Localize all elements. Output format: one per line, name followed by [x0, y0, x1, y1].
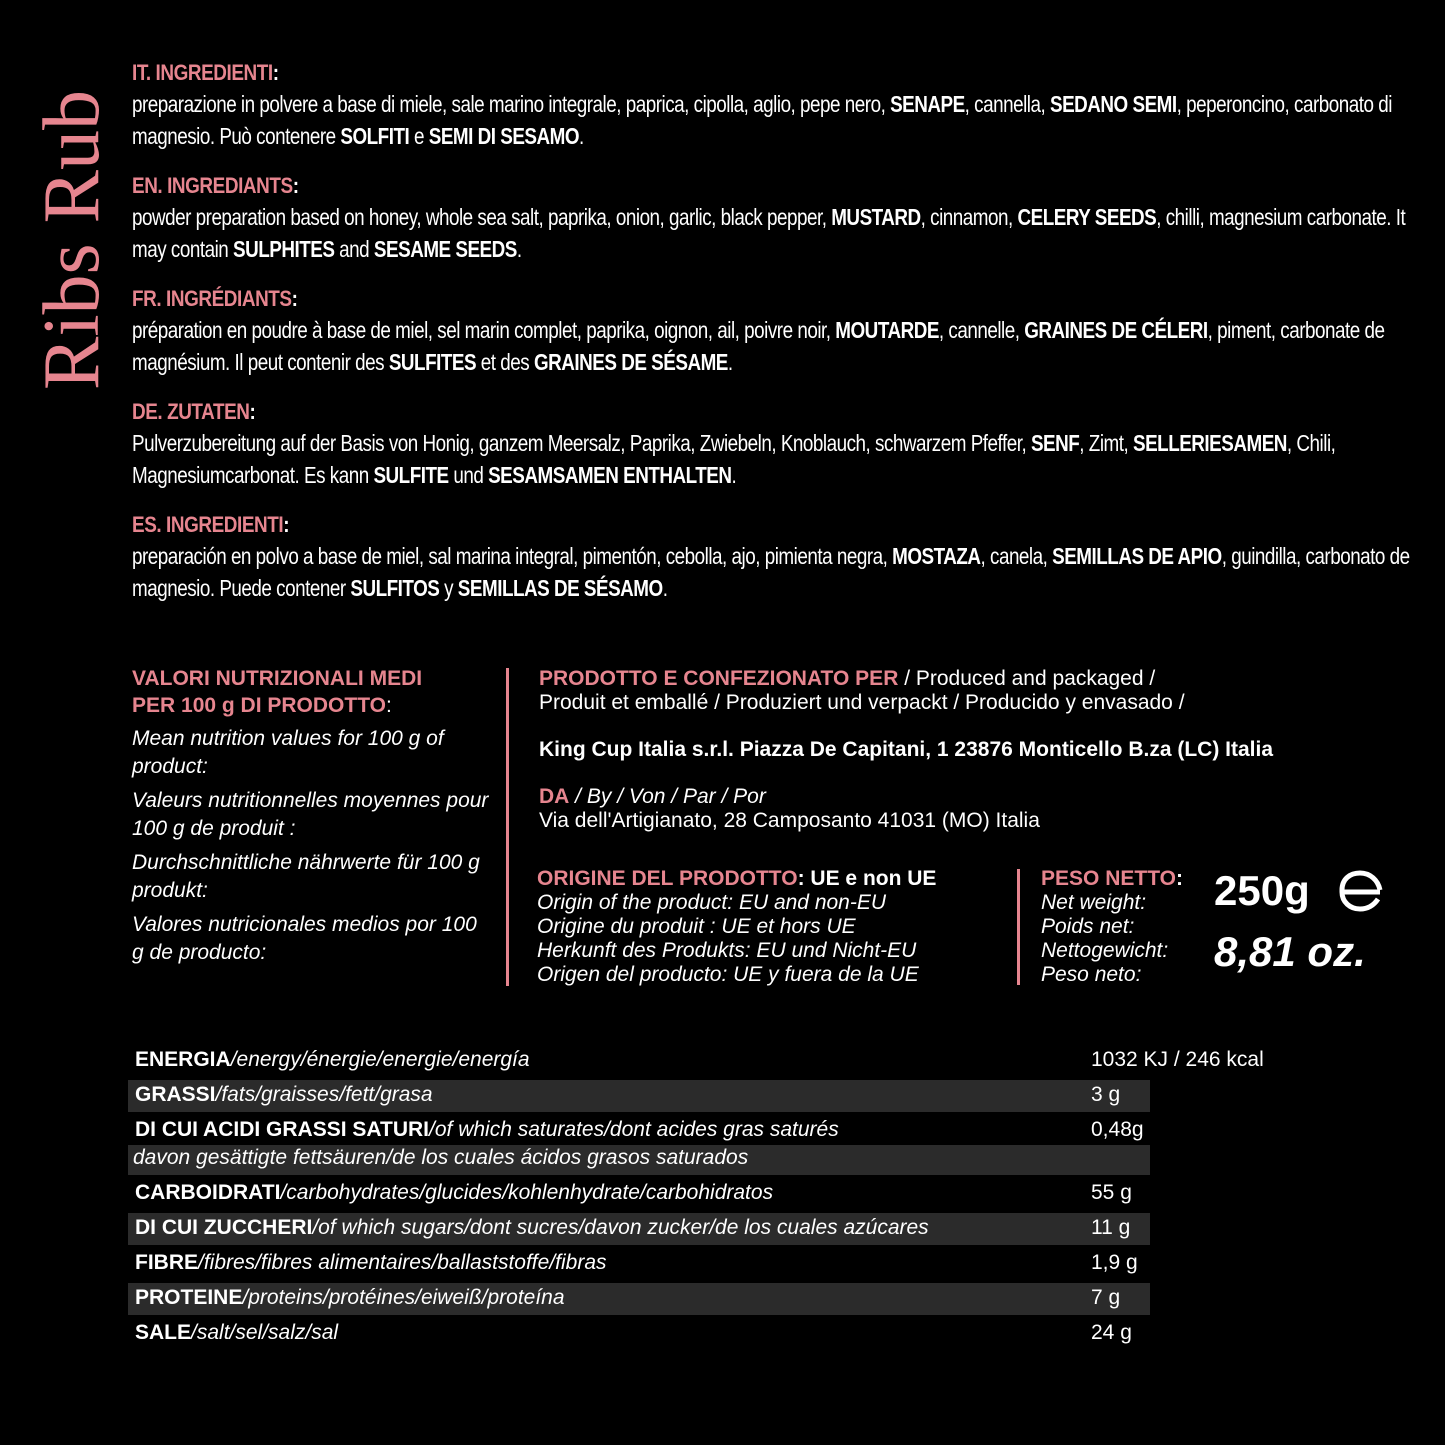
origin-value: : UE e non UE — [797, 867, 937, 890]
allergen: CELERY SEEDS — [1017, 204, 1157, 230]
net-weight-translation: Nettogewicht: — [1041, 939, 1169, 962]
ingredient-text-part: préparation en poudre à base de miel, sel marin complet, paprika, oignon, ail, poivre noir, — [132, 317, 836, 343]
ingredient-text-part: und — [448, 462, 489, 488]
nutrient-subline-text: davon gesättigte fettsäuren/de los cuales ácidos grasos saturados — [133, 1146, 749, 1169]
table-row — [128, 1115, 1308, 1175]
producer-line2: Produit et emballé / Produziert und verpackt / Producido y envasado / — [539, 691, 1185, 714]
origin-translation: Origen del producto: UE y fuera de la UE — [537, 963, 919, 986]
allergen: MOUTARDE — [835, 317, 939, 343]
nutrient-name: CARBOIDRATI — [135, 1181, 281, 1204]
table-row — [128, 1080, 1308, 1112]
net-weight-imperial: 8,81 oz. — [1214, 928, 1366, 975]
origin-translation: Herkunft des Produkts: EU und Nicht-EU — [537, 939, 917, 962]
ingredient-text-part: and — [334, 236, 374, 262]
nutrient-value: 1,9 g — [1091, 1251, 1138, 1274]
net-weight-translation: Net weight: — [1041, 891, 1147, 914]
nutrient-translations: /salt/sel/salz/sal — [191, 1321, 339, 1344]
table-row — [128, 1283, 1308, 1315]
nutrient-name: ENERGIA — [135, 1048, 231, 1071]
allergen: SESAME SEEDS — [373, 236, 517, 262]
ingredient-text-part: . — [731, 462, 737, 488]
nutrient-translations: /of which saturates/dont acides gras saturés — [429, 1118, 839, 1141]
allergen: GRAINES DE CÉLERI — [1024, 317, 1208, 343]
by-label: DA — [539, 785, 570, 808]
nutrient-translations: /carbohydrates/glucides/kohlenhydrate/carbohidratos — [280, 1181, 774, 1204]
ingredient-heading-colon: : — [292, 173, 299, 198]
allergen: SESAMSAMEN ENTHALTEN — [488, 462, 732, 488]
net-weight-metric: 250g — [1214, 867, 1310, 914]
ingredient-block — [132, 510, 1427, 604]
nutrient-label — [135, 1251, 607, 1275]
nutrient-label — [135, 1083, 433, 1107]
allergen: SEMI DI SESAMO — [428, 123, 580, 149]
nutrition-intro — [132, 665, 492, 967]
ingredient-language-label: EN. INGREDIANTS — [132, 173, 293, 198]
ingredient-text — [132, 314, 1428, 378]
ingredient-block — [132, 171, 1427, 265]
nutrient-name: GRASSI — [135, 1083, 216, 1106]
ingredient-text-part: , Chili, Magnesiumcarbonat. Es kann — [132, 430, 1336, 488]
nutrient-translations: /of which sugars/dont sucres/davon zucker/de los cuales azúcares — [312, 1216, 929, 1239]
ingredient-block — [132, 58, 1427, 152]
allergen: SULFITOS — [350, 575, 440, 601]
nutrition-heading-colon: : — [386, 694, 392, 717]
table-row — [128, 1248, 1308, 1280]
ingredient-heading-colon: : — [291, 286, 298, 311]
ingredient-text-part: , canela, — [980, 543, 1053, 569]
producer-label-translations: / Produced and packaged / — [898, 667, 1156, 690]
ingredient-text-part: . — [662, 575, 668, 601]
nutrient-value: 7 g — [1091, 1286, 1121, 1309]
ingredient-text-part: , cannelle, — [938, 317, 1025, 343]
origin-translation: Origine du produit : UE et hors UE — [537, 915, 856, 938]
ingredient-text-part: Pulverzubereitung auf der Basis von Honig, ganzem Meersalz, Paprika, Zwiebeln, Knoblauch, schwarzem Pfeffer, — [132, 430, 1031, 456]
nutrient-translations: /proteins/protéines/eiweiß/proteína — [242, 1286, 565, 1309]
nutrition-heading — [132, 665, 492, 719]
nutrient-name: PROTEINE — [135, 1286, 243, 1309]
ingredient-text-part: , cannella, — [964, 91, 1051, 117]
ingredient-language-label: DE. ZUTATEN — [132, 399, 250, 424]
nutrition-intro-translation: Valores nutricionales medios por 100 g de producto: — [132, 913, 477, 964]
nutrition-heading-line1: VALORI NUTRIZIONALI MEDI — [132, 667, 423, 690]
nutrient-value: 11 g — [1091, 1216, 1131, 1239]
origin-label: ORIGINE DEL PRODOTTO — [537, 867, 798, 890]
nutrient-label — [135, 1321, 338, 1345]
nutrient-value: 3 g — [1091, 1083, 1121, 1106]
ingredient-text-part: preparazione in polvere a base di miele, sale marino integrale, paprica, cipolla, aglio, pepe nero, — [132, 91, 891, 117]
ingredient-heading-colon: : — [249, 399, 256, 424]
origin-translation: Origin of the product: EU and non-EU — [537, 891, 887, 914]
ingredient-text-part: y — [439, 575, 458, 601]
nutrient-label — [135, 1048, 530, 1072]
nutrition-intro-translation: Durchschnittliche nährwerte für 100 g produkt: — [132, 851, 480, 902]
allergen: MOSTAZA — [892, 543, 981, 569]
ingredient-text-part: , piment, carbonate de magnésium. Il peut contenir des — [132, 317, 1385, 375]
ingredient-text — [132, 88, 1428, 152]
ingredient-text — [132, 201, 1428, 265]
ingredient-text-part: , peperoncino, carbonato di magnesio. Può contenere — [132, 91, 1392, 149]
ingredient-heading-colon: : — [272, 60, 279, 85]
ingredient-text-part: powder preparation based on honey, whole sea salt, paprika, onion, garlic, black pepper, — [132, 204, 832, 230]
producer-block — [539, 667, 1419, 833]
net-weight-colon: : — [1175, 867, 1183, 890]
allergen: SEMILLAS DE APIO — [1052, 543, 1222, 569]
table-row — [128, 1178, 1308, 1210]
allergen: SELLERIESAMEN — [1132, 430, 1287, 456]
ingredient-heading — [132, 284, 1246, 314]
by-address: Via dell'Artigianato, 28 Camposanto 41031 (MO) Italia — [539, 809, 1040, 832]
allergen: GRAINES DE SÉSAME — [533, 349, 728, 375]
allergen: SEMILLAS DE SÉSAMO — [457, 575, 663, 601]
ingredient-text — [132, 540, 1428, 604]
allergen: SOLFITI — [340, 123, 410, 149]
nutrient-name: FIBRE — [135, 1251, 198, 1274]
table-row — [128, 1213, 1308, 1245]
nutrition-intro-translation: Valeurs nutritionnelles moyennes pour 100 g de produit : — [132, 789, 489, 840]
divider-vertical-2 — [1017, 869, 1020, 985]
producer-company: King Cup Italia s.r.l. Piazza De Capitani, 1 23876 Monticello B.za (LC) Italia — [539, 738, 1274, 761]
nutrient-name: DI CUI ACIDI GRASSI SATURI — [135, 1118, 430, 1141]
nutrient-value: 1032 KJ / 246 kcal — [1091, 1048, 1264, 1071]
producer-label: PRODOTTO E CONFEZIONATO PER — [539, 667, 899, 690]
ingredient-text-part: , guindilla, carbonato de magnesio. Puede contener — [132, 543, 1410, 601]
ingredient-heading — [132, 171, 1246, 201]
origin-block — [537, 867, 1007, 987]
nutrient-name: SALE — [135, 1321, 192, 1344]
nutrition-heading-line2: PER 100 g DI PRODOTTO — [132, 694, 386, 717]
ingredient-language-label: FR. INGRÉDIANTS — [132, 286, 292, 311]
nutrient-translations: /fibres/fibres alimentaires/ballaststoffe/fibras — [198, 1251, 607, 1274]
ingredient-text-part: et des — [476, 349, 534, 375]
nutrient-name: DI CUI ZUCCHERI — [135, 1216, 313, 1239]
nutrient-value: 24 g — [1091, 1321, 1132, 1344]
nutrient-label — [135, 1286, 565, 1310]
allergen: SEDANO SEMI — [1050, 91, 1177, 117]
net-weight-label: PESO NETTO — [1041, 867, 1176, 890]
ingredient-text-part: e — [409, 123, 429, 149]
nutrient-label — [135, 1118, 839, 1142]
nutrient-translations: /energy/énergie/energie/energía — [230, 1048, 530, 1071]
nutrient-subline — [128, 1145, 1150, 1175]
by-translations: / By / Von / Par / Por — [569, 785, 766, 808]
nutrient-label — [135, 1216, 929, 1240]
table-row — [128, 1045, 1308, 1077]
ingredient-text-part: , cinnamon, — [920, 204, 1018, 230]
ingredient-text-part: . — [579, 123, 584, 149]
net-weight-translation: Peso neto: — [1041, 963, 1142, 986]
ingredient-heading-colon: : — [283, 512, 290, 537]
allergen: SENAPE — [890, 91, 965, 117]
divider-vertical-1 — [506, 668, 509, 986]
allergen: SULFITES — [388, 349, 477, 375]
table-row — [128, 1318, 1308, 1350]
allergen: SULPHITES — [233, 236, 335, 262]
ingredient-block — [132, 397, 1427, 491]
nutrition-table — [128, 1045, 1308, 1353]
allergen: MUSTARD — [831, 204, 921, 230]
nutrient-value: 55 g — [1091, 1181, 1132, 1204]
ingredient-text-part: , chilli, magnesium carbonate. It may contain — [132, 204, 1406, 262]
product-name: Ribs Rub — [28, 89, 116, 391]
ingredient-heading — [132, 510, 1246, 540]
ingredient-text-part: , Zimt, — [1079, 430, 1133, 456]
net-weight-translation: Poids net: — [1041, 915, 1135, 938]
ingredient-text — [132, 427, 1428, 491]
product-name-vertical — [30, 60, 114, 420]
ingredient-language-label: ES. INGREDIENTI — [132, 512, 284, 537]
nutrient-translations: /fats/graisses/fett/grasa — [215, 1083, 433, 1106]
allergen: SULFITE — [373, 462, 449, 488]
net-weight-block — [1041, 867, 1211, 987]
ingredient-language-label: IT. INGREDIENTI — [132, 60, 273, 85]
nutrient-label — [135, 1181, 773, 1205]
nutrient-value: 0,48g — [1091, 1118, 1144, 1141]
ingredient-heading — [132, 397, 1246, 427]
estimated-sign-icon — [1336, 868, 1384, 914]
nutrition-intro-translation: Mean nutrition values for 100 g of product: — [132, 727, 444, 778]
ingredient-heading — [132, 58, 1246, 88]
ingredient-block — [132, 284, 1427, 378]
ingredient-text-part: . — [516, 236, 522, 262]
allergen: SENF — [1030, 430, 1080, 456]
ingredient-text-part: . — [727, 349, 733, 375]
ingredient-text-part: preparación en polvo a base de miel, sal marina integral, pimentón, cebolla, ajo, pimienta negra, — [132, 543, 893, 569]
